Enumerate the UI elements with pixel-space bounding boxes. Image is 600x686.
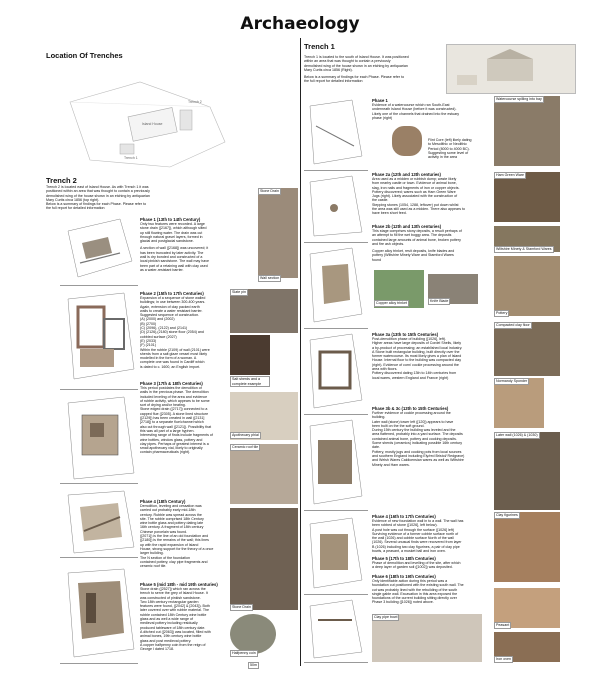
ham-green-photo xyxy=(494,172,560,222)
trench1-heading: Trench 1 xyxy=(304,42,335,51)
flint-core-caption: Flint Core (left) likely dating to Mesolithic or Neolithic Period (8000 to 4000 BC). Suggesting some level of activity in the area xyxy=(428,138,472,160)
slate-pin-photo xyxy=(230,289,298,333)
later-wall-caption: Later wall (1026) & (1030) xyxy=(496,433,538,437)
wiltshire-photo xyxy=(494,226,560,252)
iron-oven-photo xyxy=(494,632,560,662)
halfpenny-photo xyxy=(230,614,276,654)
apothecary-caption: Apothecary phial xyxy=(232,433,259,437)
phase1-plan xyxy=(60,213,138,286)
t1-phase5: Phase 5 (17th to 18th Centuries) Phase of demolition and levelling of the site, after which a deep layer of garden soil ([1002]) was deposited. xyxy=(372,556,461,570)
trench2-phase2: Phase 2 (15th to 17th Centuries) Expansion of a sequence of stone walled buildings; in use between 300-400 years. Again, extension of clay packed earth walls to create a water resistant barrier. Suggested sequence of construction. (A) (2000) and (2002) (B) (2700) (C) (2096), (2122) and (2141) (D) (2126),(2180) stone floor (2054) and cobbled surface (2027) (E) (2033) (F) (2101) Within the rubble (2109) of wall (2101) were sherds from a salt glaze vessel most likely modelled in the form of a woman. A complete one was found in Cardiff which is dated to c. 1600, an English import. xyxy=(140,291,210,369)
compacted-caption: Compacted clay floor xyxy=(496,323,530,327)
etching-image xyxy=(446,44,576,94)
t1-phase3a-plan xyxy=(304,330,368,415)
normandy-caption: Normandy Sponder xyxy=(496,379,528,383)
peasant-photo xyxy=(494,588,560,628)
ceramic-roof-caption: Ceramic roof tile xyxy=(232,445,259,449)
wiltshire-caption: Wiltshire Minety & Stamford Wares xyxy=(496,247,552,251)
stone-drain2-caption: Stone Drain xyxy=(232,605,251,609)
knife-caption: Knife Blade xyxy=(430,299,449,303)
t1-phase4-plan xyxy=(304,514,368,595)
t1-phase3b: Phase 3b & 3c (13th to 15th Centuries) Further evidence of cockle processing around the building. Later wall (stone) tower left ([120]) appears to have been built on the the soft ground. During 15th century the building was leveled and the area flattened, probably into a yard surface. The deposits contained animal bone, pottery and cooking deposits. Some sherds (ceramics) indicating possible 16th century date. Pottery, mostly jugs and cooking pots from local sources and southern England including Ely/red Bristol/ Redgrave) and Welsh Wares Caldicensian wares as well as Wiltshire Minety and Ham wares. xyxy=(372,406,465,467)
t1-phase6: Phase 6 (18th to 19th Centuries) Only identifiable action during this period was a foundation cut positioned with the existing south wall. The cut was probably lined with the rebuilding of the south single gable wall. Excavation in this area exposed the foundations of the current building sitting directly over Phase 3 building ([1026]) noted above. xyxy=(372,574,464,605)
location-heading: Location Of Trenches xyxy=(46,51,123,60)
location-label-trench2: Trench 2 xyxy=(188,100,202,104)
copper-caption: Copper alloy trinket xyxy=(376,301,407,305)
trench2-phase3: Phase 3 (17th & 18th Centuries) This period postdates the demolition of walls in the previous phase. The demolition included leveling of the area and evidence of rubble activity, which appears to be some sort of drying and/or heating. Stone edged drain ([2717]) connected to a capped flue ([2305]. A stone lined structure ([2129]) has been created in wall ([2131] [2718]) to a separate flue/channel which also cut through wall ([2121]). Possibility that this was all part of a large hyphen. Interesting range of finds include fragments of wine bottles, window glass, pottery and clay pipes. Perhaps of greatest interest is a small apothecary vial, likely to originally contain pharmaceuticals (right). xyxy=(140,381,213,455)
copper-photo xyxy=(374,270,424,308)
stone-drain2-photo xyxy=(230,508,298,610)
t1-phase1: Phase 1 Evidence of a watercourse which ran South-East underneath Island House (before it was constructed). Likely one of the channels that drained into the estuary phase (right) xyxy=(372,98,460,120)
trench1-intro: Trench 1 is located to the south of Island House. It was positioned within an area that was thought to contain a previously demolished wing of the house shown in an etching by antiquarian Mary Curtis circa 1856 (Right). Below is a summary of findings for each Phase. Please refer to the full report for detailed information xyxy=(304,55,409,84)
phase4-plan xyxy=(60,487,138,558)
slate-pin-caption: Slate pin xyxy=(232,290,246,294)
trench2-heading: Trench 2 xyxy=(46,176,77,185)
location-site-plan xyxy=(60,72,235,172)
phase5-plan xyxy=(60,563,138,664)
t1-phase3a: Phase 3a (13th to 15th Centuries) Post-demolition phase of building ([1026], left). Higher areas have large deposits of Cordel Shells, likely a by-product of processing; an established local industry. A Stone built rectangular building, built directly over the former watercourse. Its most likely gives a plan of Island House. Internal floor to the building was compacted clay (right). Evidence of corn/ cockle processing around the area with floors. Pottery discovered dating 13th to 14th centuries from local wares, western England and France (right) xyxy=(372,332,463,380)
page-title: Archaeology xyxy=(240,14,360,34)
trench1-phases xyxy=(304,96,600,666)
t1-phase1-plan xyxy=(304,96,368,171)
compacted-photo xyxy=(494,322,560,376)
wall-section-caption: Wall section xyxy=(260,276,280,280)
apothecary-photo xyxy=(230,392,298,440)
pottery-caption: Pottery xyxy=(496,311,508,315)
clay-pipe-photo xyxy=(372,614,482,662)
location-label-trench1: Trench 1 xyxy=(124,156,138,160)
pottery-photo xyxy=(494,256,560,316)
peasant-caption: Peasant xyxy=(496,623,510,627)
phase2-plan xyxy=(60,289,138,390)
scale-caption: 50m xyxy=(250,663,257,667)
ceramic-roof-photo xyxy=(230,444,298,504)
later-wall-photo xyxy=(494,432,560,510)
stone-drain-photo xyxy=(258,188,298,278)
t1-phase2b: Phase 2b (12th and 13th centuries) This stage comprises stony deposits, a result perhaps of an attempt to fill the wet boggy area. The deposits contained large amounts of animal bone, broken pottery and fire ash objects. Copper alloy trinket, resit deposits, knife blades and pottery (Wiltshire Minety Ware and Stamford Wares found xyxy=(372,224,462,262)
flint-core-photo xyxy=(392,126,422,156)
clay-figurines-photo xyxy=(494,512,560,582)
t1-phase6-plan xyxy=(304,596,368,663)
column-divider xyxy=(300,38,301,666)
watercourse-caption: Watercourse spilling into bay xyxy=(496,97,542,101)
salt-sherds-photo xyxy=(230,335,270,375)
normandy-photo xyxy=(494,378,544,428)
iron-oven-caption: Iron oven xyxy=(496,657,511,661)
knife-photo xyxy=(428,274,478,304)
stone-drain-caption: Stone Drain xyxy=(260,189,279,193)
t1-phase4: Phase 4 (16th to 17th Centuries) Evidence of new foundation wall in to a wall. The wall has been robbed of stone ([1026], left below). A post hole was cut through the surface ([1026] left) Surviving evidence of a former cobble surface north of the wall (1026) and cobble surface North of the wall (1026). Several unusual finds were recovered from layer B (1026) including two clay figurines, a pair of clay pipe bowls, a peasant, a musket ball and iron oven. xyxy=(372,514,464,554)
location-label-house: Island House xyxy=(142,122,163,126)
trench2-intro: Trench 2 is located east of Island House. As with Trench 1 it was positioned within an area that was thought to contain a previously demolished wing of the house shown in an etching by antiquarian Mary Curtis circa 1856 (top right). Below is a summary of findings for each Phase. Please refer to the full report for detailed information xyxy=(46,185,150,211)
trench2-phase4: Phase 4 (18th Century) Demolition, leveling and cessation was carried out probably early mid-18th century. Rubble was spread across the site. The rubble comprised 18th Century wine bottle glass and pottery dating late 16th century. A fragment of 18th century Chinese porcelain was found. ([2071]) is the line of an old foundation and ([2180]) is the remains of the wall; this lines up with the rapid expansion of Island House, strong support for the theory of a once larger building. The N section of the foundation contained pottery, clay pipe fragments and ceramic roof tile. xyxy=(140,499,214,569)
t1-phase2a: Phase 2a (12th and 13th centuries) Area used as a midden or rubbish dump; waste likely from nearby castle or town. Evidence of animal bone, slag, iron nails and fragments of iron or copper objects. Pottery discovered; wares such as Ham Green Ware Jugs (right). Likely associated with the construction of the castle. Stepping stones (1054, 1288, leftover) put down whilst the area was still used as a midden. There also appears to have been short feed. xyxy=(372,172,466,216)
salt-sherds-caption: Salt sherds and a complete example xyxy=(230,376,270,387)
ham-green-caption: Ham Green Ware xyxy=(496,173,525,177)
watercourse-photo xyxy=(494,96,560,166)
clay-figurines-caption: Clay figurines xyxy=(496,513,518,517)
phase3-plan xyxy=(60,393,138,484)
t1-phase3b-plan xyxy=(304,416,368,511)
t1-phase2b-plan xyxy=(304,244,368,329)
t1-phase2a-plan xyxy=(304,172,368,243)
clay-pipe-caption: Clay pipe bowl xyxy=(374,615,398,619)
halfpenny-caption: Halfpenny coin xyxy=(232,651,256,655)
trench2-phase1: Phase 1 (13th to 14th Century) Only two features were recorded. A large stone drain ([2167]), which although silted up still flowing water. The drain was cut through natural gravel layers, formed in glacial and postglacial sandstone. A section of wall ([2168]) was uncovered; it has been truncated by later activity. The wall is dry bonded and constructed of a local pinkish sandstone. The wall may have been part of a retaining wall with clay used as a water-resistant barrier. xyxy=(140,217,210,272)
trench2-phase5: Phase 5 (mid 18th - mid 19th centuries) Stone drain ([2527]) which ran across the trench to serve the grey of Island House. It was constructed of pinkish sandstone. Two 18th century rectangular garden features were found, ([2042] & [2043]). Both later covered over with rubble material. The rubble contained 18th Century wine bottle glass and as well a wide range of medieval pottery including residually produced tableware of 18th century date. A ditched cut ([2063]) was located, filled with animal bones, 19th century wine bottle glass and post medieval pottery. A copper halfpenny coin from the reign of George I dated 1718. xyxy=(140,582,218,652)
